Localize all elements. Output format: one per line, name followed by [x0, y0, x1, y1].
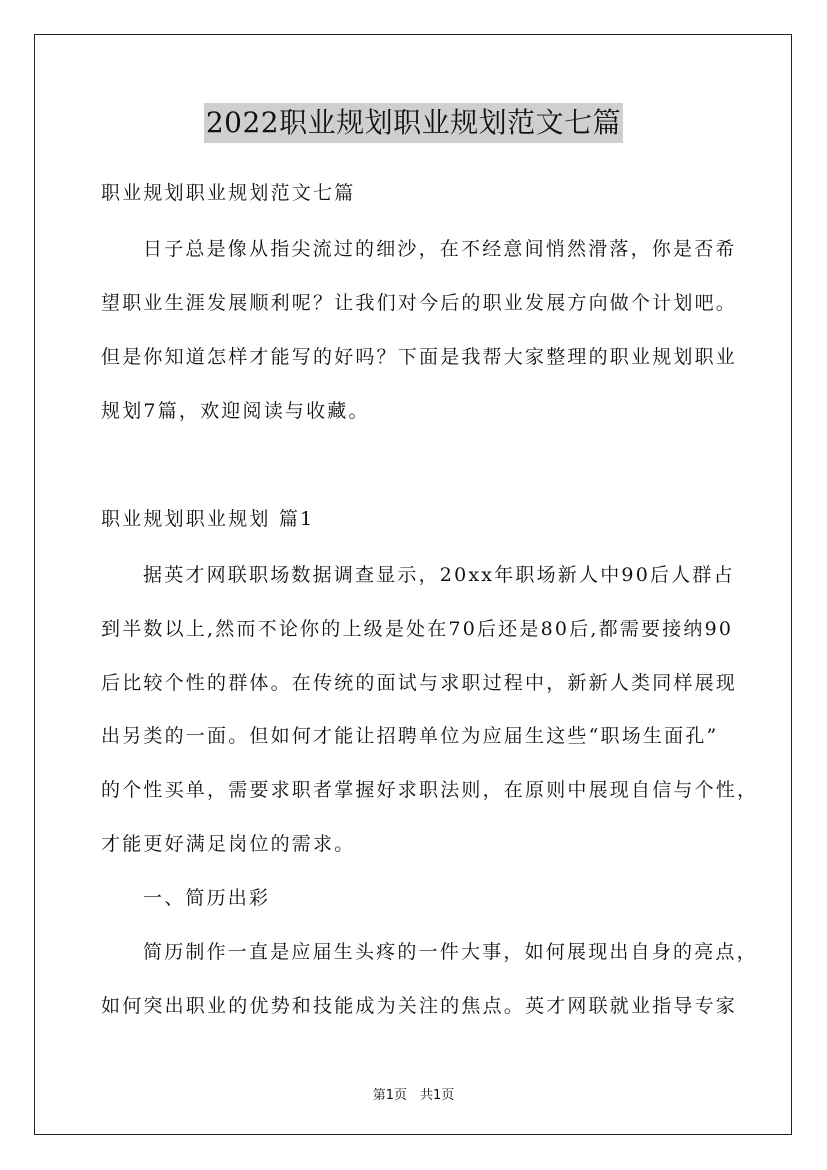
section-heading: 职业规划职业规划 篇1 — [101, 508, 315, 530]
document-title — [0, 101, 827, 141]
subtitle-line: 职业规划职业规划范文七篇 — [101, 182, 356, 204]
document-title-text: 2022职业规划职业规划范文七篇 — [204, 103, 623, 143]
subsection-heading: 一、简历出彩 — [143, 887, 271, 909]
paragraph-line: 出另类的一面。但如何才能让招聘单位为应届生这些“职场生面孔” — [101, 725, 719, 747]
paragraph-line: 望职业生涯发展顺利呢？让我们对今后的职业发展方向做个计划吧。 — [101, 292, 738, 314]
paragraph-line: 到半数以上,然而不论你的上级是处在70后还是80后,都需要接纳90 — [101, 618, 734, 640]
paragraph-line: 才能更好满足岗位的需求。 — [101, 833, 356, 855]
paragraph-line: 如何突出职业的优势和技能成为关注的焦点。英才网联就业指导专家 — [101, 995, 738, 1017]
paragraph-line: 但是你知道怎样才能写的好吗？下面是我帮大家整理的职业规划职业 — [101, 346, 738, 368]
paragraph-line: 规划7篇，欢迎阅读与收藏。 — [101, 400, 370, 422]
page-footer: 第1页 共1页 — [372, 1088, 455, 1103]
paragraph-line: 后比较个性的群体。在传统的面试与求职过程中，新新人类同样展现 — [101, 672, 738, 694]
paragraph-line: 简历制作一直是应届生头疼的一件大事，如何展现出自身的亮点， — [143, 941, 758, 963]
paragraph-line: 的个性买单，需要求职者掌握好求职法则，在原则中展现自信与个性， — [101, 779, 759, 801]
paragraph-line: 据英才网联职场数据调查显示，20xx年职场新人中90后人群占 — [143, 564, 735, 586]
paragraph-line: 日子总是像从指尖流过的细沙，在不经意间悄然滑落，你是否希 — [143, 238, 737, 260]
